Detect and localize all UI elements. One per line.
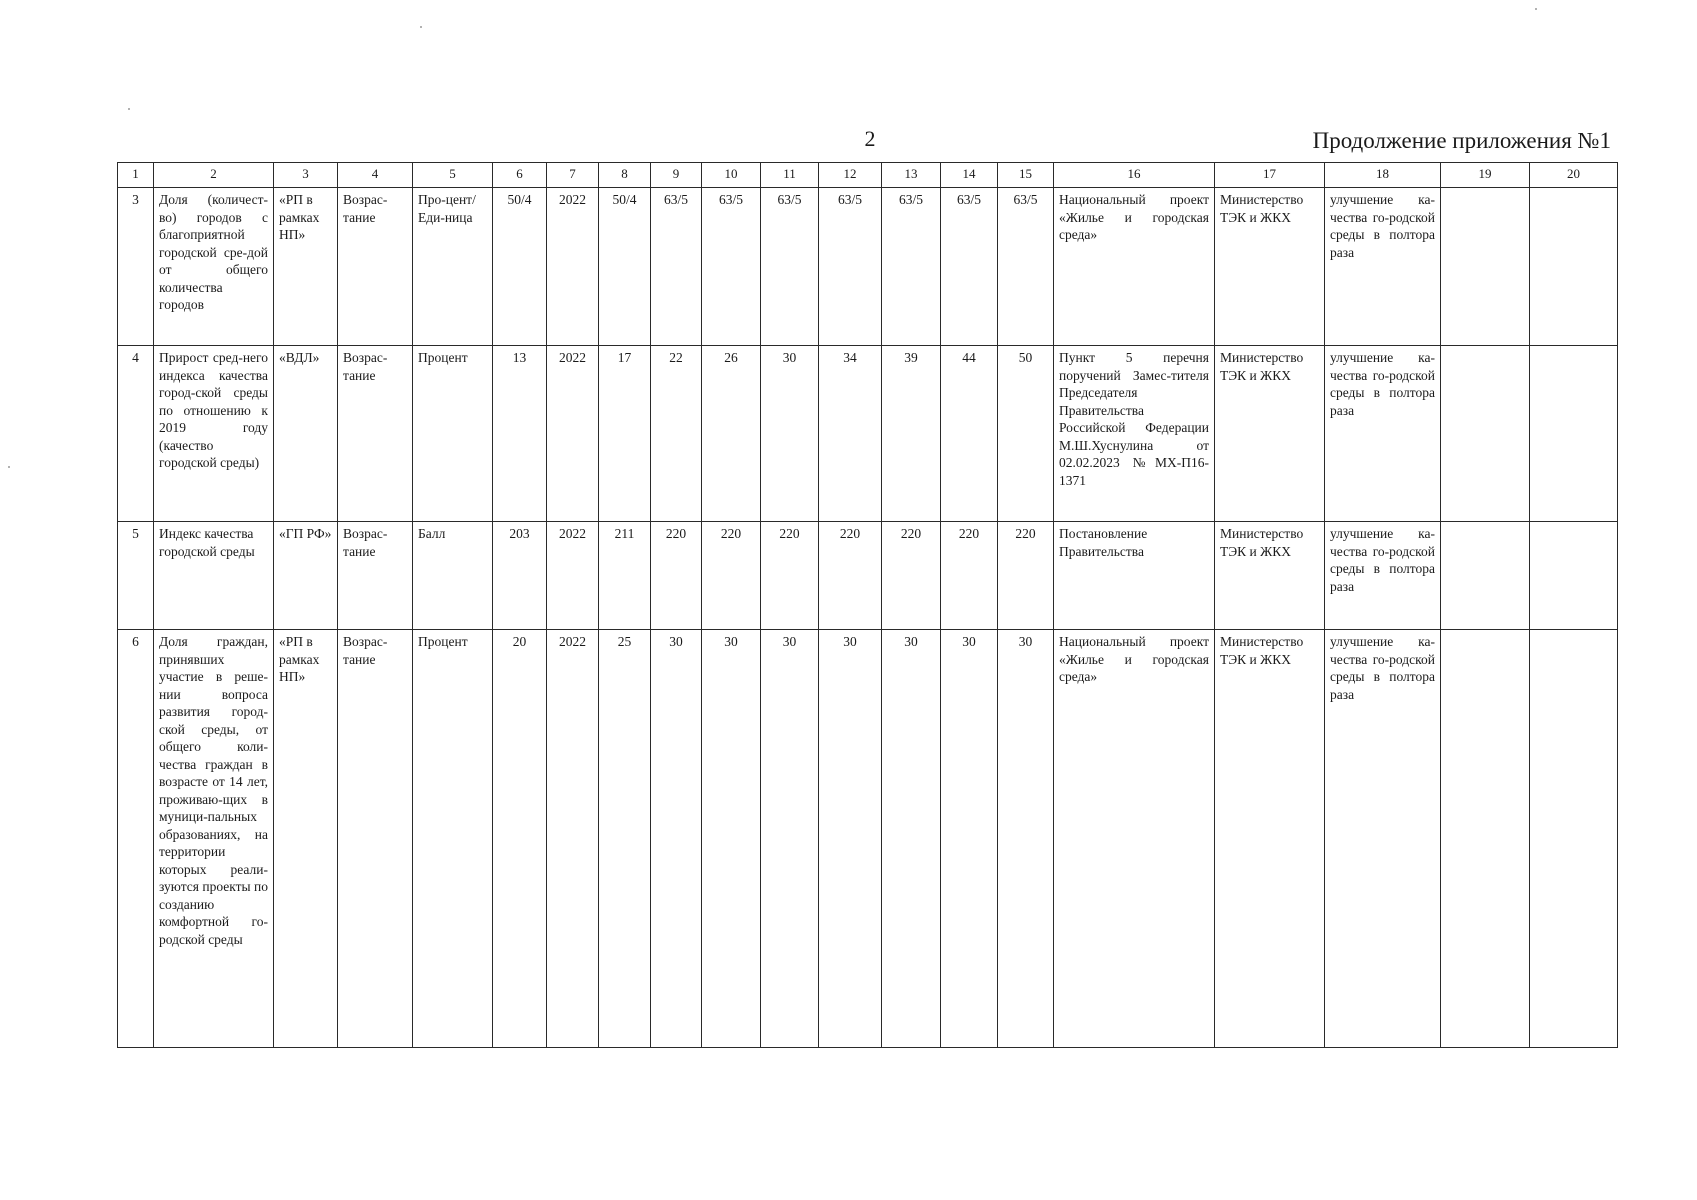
row-number: 4 — [118, 346, 154, 522]
value-col-10: 30 — [702, 630, 761, 1048]
empty-cell — [1530, 188, 1618, 346]
empty-cell — [1441, 346, 1530, 522]
empty-cell — [1441, 630, 1530, 1048]
col-header: 11 — [761, 163, 819, 188]
col-header: 13 — [882, 163, 941, 188]
value-col-15: 220 — [998, 522, 1054, 630]
responsible-body: Министерство ТЭК и ЖКХ — [1215, 630, 1325, 1048]
col-header: 10 — [702, 163, 761, 188]
value-col-13: 30 — [882, 630, 941, 1048]
col-header: 20 — [1530, 163, 1618, 188]
responsible-body: Министерство ТЭК и ЖКХ — [1215, 188, 1325, 346]
value-col-14: 220 — [941, 522, 998, 630]
col-header: 3 — [274, 163, 338, 188]
base-value: 203 — [493, 522, 547, 630]
col-header: 17 — [1215, 163, 1325, 188]
indicator-source: «РП в рамках НП» — [274, 188, 338, 346]
empty-cell — [1530, 522, 1618, 630]
scan-speck — [1535, 8, 1537, 10]
col-header: 5 — [413, 163, 493, 188]
empty-cell — [1441, 522, 1530, 630]
indicators-table — [117, 162, 1618, 1048]
table-row — [118, 346, 1618, 522]
row-number: 5 — [118, 522, 154, 630]
indicator-unit: Процент — [413, 346, 493, 522]
indicator-unit: Процент — [413, 630, 493, 1048]
indicator-trend: Возрас-тание — [338, 346, 413, 522]
basis-document: Национальный проект «Жилье и городская среда» — [1054, 630, 1215, 1048]
value-col-14: 63/5 — [941, 188, 998, 346]
base-value: 50/4 — [493, 188, 547, 346]
value-col-12: 30 — [819, 630, 882, 1048]
row-number: 6 — [118, 630, 154, 1048]
base-year: 2022 — [547, 346, 599, 522]
col-header: 8 — [599, 163, 651, 188]
value-col-8: 50/4 — [599, 188, 651, 346]
basis-document: Постановление Правительства — [1054, 522, 1215, 630]
value-col-9: 30 — [651, 630, 702, 1048]
base-value: 13 — [493, 346, 547, 522]
col-header: 16 — [1054, 163, 1215, 188]
col-header: 14 — [941, 163, 998, 188]
value-col-8: 17 — [599, 346, 651, 522]
value-col-14: 30 — [941, 630, 998, 1048]
col-header: 19 — [1441, 163, 1530, 188]
row-number: 3 — [118, 188, 154, 346]
empty-cell — [1530, 630, 1618, 1048]
responsible-body: Министерство ТЭК и ЖКХ — [1215, 346, 1325, 522]
value-col-10: 26 — [702, 346, 761, 522]
col-header: 15 — [998, 163, 1054, 188]
scan-speck — [128, 108, 130, 110]
scan-speck — [420, 26, 422, 28]
value-col-15: 30 — [998, 630, 1054, 1048]
indicator-trend: Возрас-тание — [338, 522, 413, 630]
empty-cell — [1530, 346, 1618, 522]
value-col-12: 63/5 — [819, 188, 882, 346]
base-value: 20 — [493, 630, 547, 1048]
col-header: 18 — [1325, 163, 1441, 188]
value-col-11: 30 — [761, 346, 819, 522]
indicator-name: Доля (количест-во) городов с благоприятной городской сре-дой от общего количества городов — [154, 188, 274, 346]
value-col-11: 30 — [761, 630, 819, 1048]
value-col-15: 63/5 — [998, 188, 1054, 346]
expected-effect: улучшение ка-чества го-родской среды в полтора раза — [1325, 188, 1441, 346]
indicator-unit: Балл — [413, 522, 493, 630]
col-header: 12 — [819, 163, 882, 188]
indicator-source: «ВДЛ» — [274, 346, 338, 522]
basis-document: Национальный проект «Жилье и городская среда» — [1054, 188, 1215, 346]
scan-speck — [8, 466, 10, 468]
base-year: 2022 — [547, 522, 599, 630]
table-row — [118, 630, 1618, 1048]
basis-document: Пункт 5 перечня поручений Замес-тителя Председателя Правительства Российской Федерации М.Ш.Хуснулина от 02.02.2023 №МХ-П16-1371 — [1054, 346, 1215, 522]
page-number: 2 — [864, 126, 876, 151]
col-header: 7 — [547, 163, 599, 188]
expected-effect: улучшение ка-чества го-родской среды в полтора раза — [1325, 522, 1441, 630]
responsible-body: Министерство ТЭК и ЖКХ — [1215, 522, 1325, 630]
value-col-13: 39 — [882, 346, 941, 522]
indicator-unit: Про-цент/Еди-ница — [413, 188, 493, 346]
value-col-10: 63/5 — [702, 188, 761, 346]
value-col-8: 211 — [599, 522, 651, 630]
indicator-name: Доля граждан, принявших участие в реше-нии вопроса развития город-ской среды, от общего коли-чества граждан в возрасте от 14 лет, проживаю-щих в муници-пальных образованиях, на территории которых реали-зуются проекты по созданию комфортной го-родской среды — [154, 630, 274, 1048]
col-header: 2 — [154, 163, 274, 188]
col-header: 1 — [118, 163, 154, 188]
value-col-13: 63/5 — [882, 188, 941, 346]
expected-effect: улучшение ка-чества го-родской среды в полтора раза — [1325, 630, 1441, 1048]
col-header: 6 — [493, 163, 547, 188]
indicator-trend: Возрас-тание — [338, 630, 413, 1048]
table-row — [118, 522, 1618, 630]
value-col-9: 22 — [651, 346, 702, 522]
value-col-12: 220 — [819, 522, 882, 630]
value-col-15: 50 — [998, 346, 1054, 522]
indicator-source: «РП в рамках НП» — [274, 630, 338, 1048]
indicator-name: Прирост сред-него индекса качества город-ской среды по отношению к 2019 году (качество городской среды) — [154, 346, 274, 522]
base-year: 2022 — [547, 188, 599, 346]
value-col-11: 220 — [761, 522, 819, 630]
table-row — [118, 188, 1618, 346]
value-col-11: 63/5 — [761, 188, 819, 346]
value-col-9: 220 — [651, 522, 702, 630]
continuation-caption: Продолжение приложения №1 — [1312, 128, 1611, 153]
value-col-8: 25 — [599, 630, 651, 1048]
column-number-row — [118, 163, 1618, 188]
indicator-trend: Возрас-тание — [338, 188, 413, 346]
expected-effect: улучшение ка-чества го-родской среды в полтора раза — [1325, 346, 1441, 522]
col-header: 9 — [651, 163, 702, 188]
value-col-9: 63/5 — [651, 188, 702, 346]
value-col-12: 34 — [819, 346, 882, 522]
base-year: 2022 — [547, 630, 599, 1048]
indicator-name: Индекс качества городской среды — [154, 522, 274, 630]
empty-cell — [1441, 188, 1530, 346]
col-header: 4 — [338, 163, 413, 188]
value-col-14: 44 — [941, 346, 998, 522]
value-col-10: 220 — [702, 522, 761, 630]
value-col-13: 220 — [882, 522, 941, 630]
indicator-source: «ГП РФ» — [274, 522, 338, 630]
